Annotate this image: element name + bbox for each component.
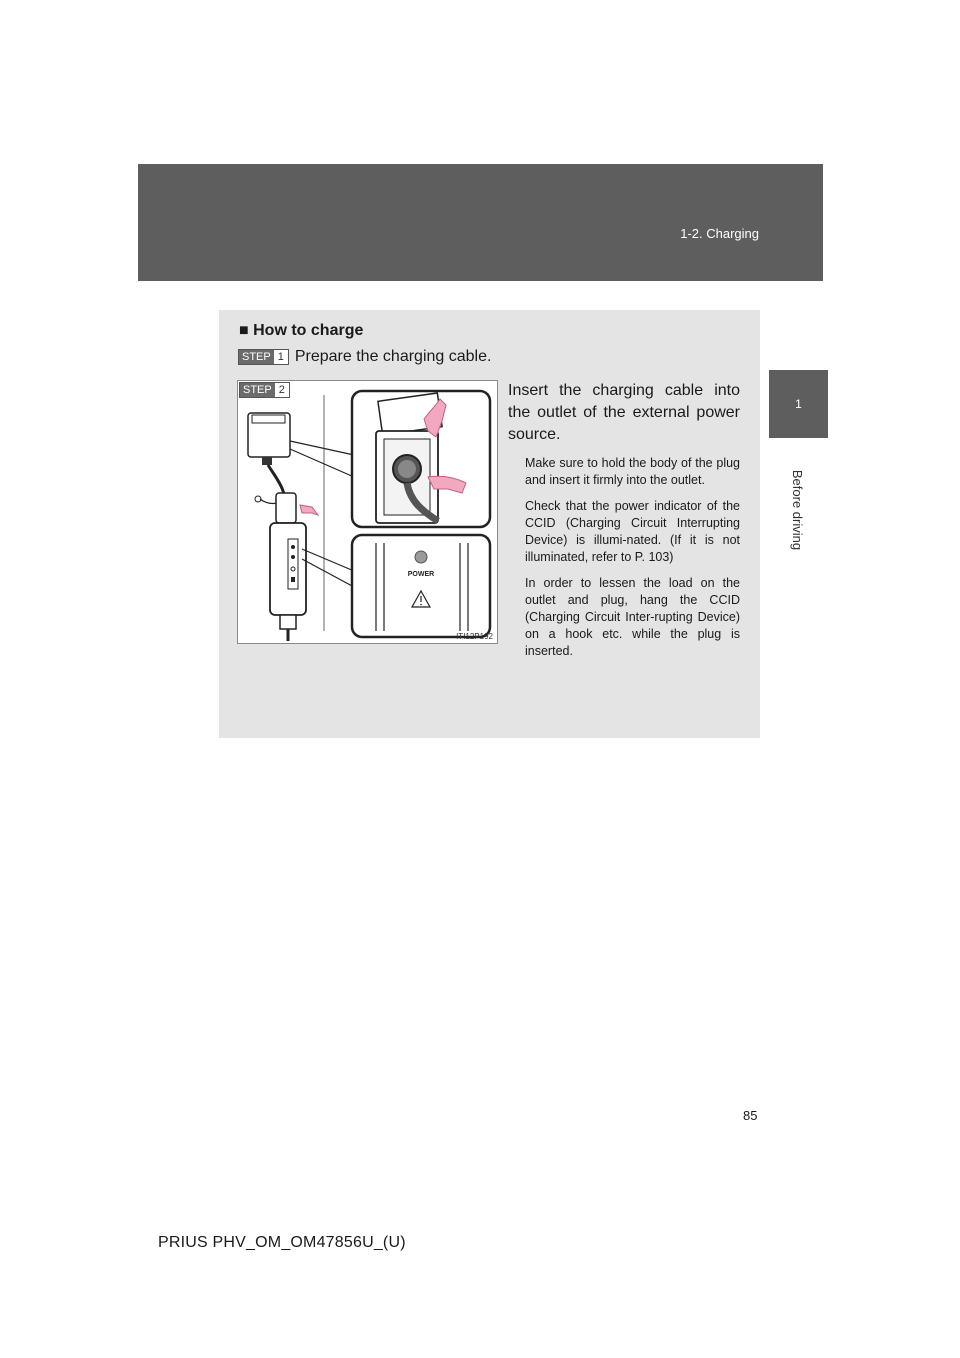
power-indicator-icon xyxy=(415,551,427,563)
wall-outlet-icon xyxy=(248,413,290,457)
step-1 xyxy=(238,348,491,366)
arrow-icon xyxy=(300,505,318,515)
step-2-badge: STEP 2 xyxy=(239,382,290,398)
section-heading xyxy=(239,322,363,340)
heading-text: How to charge xyxy=(253,322,364,339)
header-bar xyxy=(138,164,823,281)
power-label: POWER xyxy=(407,571,435,578)
step-2-text: Insert the charging cable into the outlet of the external power source. xyxy=(508,382,740,443)
page-number: 85 xyxy=(743,1108,758,1123)
heading-marker: ■ xyxy=(239,322,249,339)
note-item: In order to lessen the load on the outlet and plug, hang the CCID (Charging Circuit Inter-rupting Device) on a hook etc. while the plug is inserted. xyxy=(525,576,740,658)
plug-icon xyxy=(262,457,272,465)
section-label: 1-2. Charging xyxy=(680,226,759,241)
figure-id: ITI12P192 xyxy=(456,632,493,641)
content-box xyxy=(219,310,760,738)
note-item: Check that the power indicator of the CCID (Charging Circuit Interrupting Device) is illumi-nated. (If it is not illuminated, refer to P. 103) xyxy=(525,499,740,564)
step-2-notes xyxy=(525,455,740,669)
step-1-text: Prepare the charging cable. xyxy=(294,348,492,365)
chapter-title: Before driving xyxy=(790,469,805,551)
note-item: Make sure to hold the body of the plug and insert it firmly into the outlet. xyxy=(525,456,740,487)
step-1-badge: STEP 1 xyxy=(238,349,289,365)
document-id: PRIUS PHV_OM_OM47856U_(U) xyxy=(158,1234,406,1251)
power-zoom-panel xyxy=(352,535,490,637)
chapter-tab: 1 xyxy=(769,370,828,438)
illustration-svg xyxy=(238,381,497,643)
charging-illustration xyxy=(237,380,498,644)
